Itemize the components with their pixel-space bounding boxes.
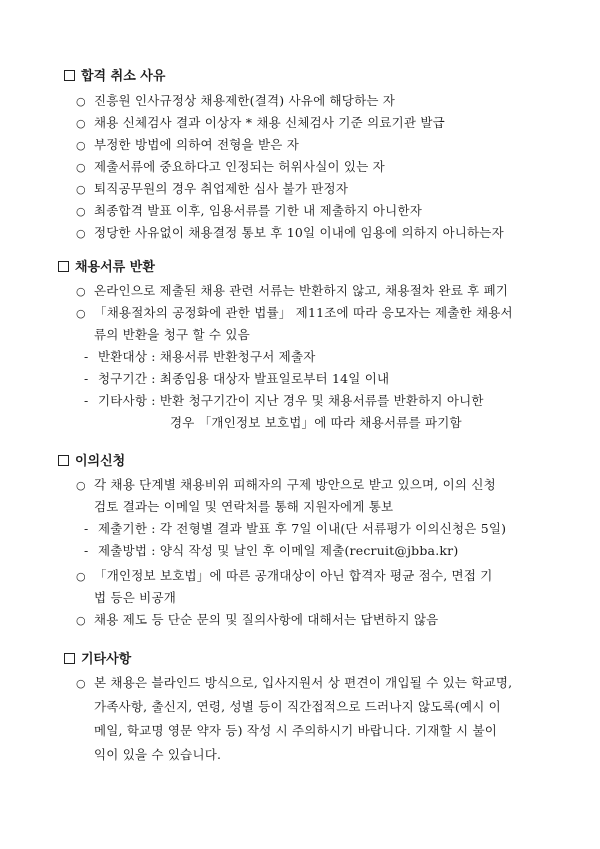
list-item: ○ 부정한 방법에 의하여 전형을 받은 자: [76, 135, 299, 155]
list-item: ○ 제출서류에 중요하다고 인정되는 허위사실이 있는 자: [76, 157, 385, 177]
list-item: ○ 「개인정보 보호법」에 따른 공개대상이 아닌 합격자 평균 점수, 면접 기: [76, 566, 493, 586]
sub-item-continuation: 경우 「개인정보 보호법」에 따라 채용서류를 파기함: [170, 415, 462, 430]
checkbox-square-icon: [64, 653, 75, 664]
list-item: ○ 각 채용 단계별 채용비위 피해자의 구제 방안으로 받고 있으며, 이의 신청: [76, 475, 496, 495]
list-item: ○ 진흥원 인사규정상 채용제한(결격) 사유에 해당하는 자: [76, 91, 395, 111]
list-item: ○ 본 채용은 블라인드 방식으로, 입사지원서 상 편견이 개입될 수 있는 학교명,: [76, 673, 512, 693]
sub-item: - 기타사항 : 반환 청구기간이 지난 경우 및 채용서류를 반환하지 아니한: [84, 391, 484, 411]
list-item: ○ 정당한 사유없이 채용결정 통보 후 10일 이내에 임용에 의하지 아니하는자: [76, 223, 504, 243]
list-item: ○ 채용 제도 등 단순 문의 및 질의사항에 대해서는 답변하지 않음: [76, 610, 438, 630]
bullet-icon: ○: [76, 677, 86, 690]
sub-item: - 제출기한 : 각 전형별 결과 발표 후 7일 이내(단 서류평가 이의신청은 5일): [84, 519, 506, 539]
list-item-continuation: 익이 있을 수 있습니다.: [94, 747, 222, 762]
list-item: ○ 최종합격 발표 이후, 임용서류를 기한 내 제출하지 아니한자: [76, 201, 422, 221]
bullet-icon: ○: [76, 139, 86, 152]
section-heading-objection: 이의신청: [58, 452, 125, 472]
list-item-continuation: 법 등은 비공개: [94, 590, 176, 605]
bullet-icon: ○: [76, 205, 86, 218]
list-item-continuation: 가족사항, 출신지, 연령, 성별 등이 직간접적으로 드러나지 않도록(예시 이: [94, 699, 501, 714]
dash-icon: -: [84, 521, 89, 536]
dash-icon: -: [84, 349, 89, 364]
dash-icon: -: [84, 543, 89, 558]
bullet-icon: ○: [76, 95, 86, 108]
bullet-icon: ○: [76, 117, 86, 130]
checkbox-square-icon: [64, 70, 75, 81]
bullet-icon: ○: [76, 307, 86, 320]
bullet-icon: ○: [76, 161, 86, 174]
bullet-icon: ○: [76, 183, 86, 196]
section-heading-document-return: 채용서류 반환: [58, 258, 155, 278]
section-heading-cancellation: 합격 취소 사유: [64, 67, 165, 87]
list-item: ○ 퇴직공무원의 경우 취업제한 심사 불가 판정자: [76, 179, 348, 199]
list-item-continuation: 검토 결과는 이메일 및 연락처를 통해 지원자에게 통보: [94, 499, 394, 514]
sub-item: - 청구기간 : 최종임용 대상자 발표일로부터 14일 이내: [84, 369, 389, 389]
checkbox-square-icon: [58, 261, 69, 272]
list-item: ○ 온라인으로 제출된 채용 관련 서류는 반환하지 않고, 채용절차 완료 후 폐기: [76, 281, 508, 301]
dash-icon: -: [84, 371, 89, 386]
list-item-continuation: 류의 반환을 청구 할 수 있음: [94, 327, 250, 342]
bullet-icon: ○: [76, 285, 86, 298]
sub-item: - 반환대상 : 채용서류 반환청구서 제출자: [84, 347, 316, 367]
sub-item: - 제출방법 : 양식 작성 및 날인 후 이메일 제출(recruit@jbba.kr): [84, 541, 458, 561]
list-item-continuation: 메일, 학교명 영문 약자 등) 작성 시 주의하시기 바랍니다. 기재할 시 불이: [94, 723, 498, 738]
checkbox-square-icon: [58, 455, 69, 466]
list-item: ○ 채용 신체검사 결과 이상자 * 채용 신체검사 기준 의료기관 발급: [76, 113, 445, 133]
dash-icon: -: [84, 393, 89, 408]
bullet-icon: ○: [76, 614, 86, 627]
bullet-icon: ○: [76, 479, 86, 492]
bullet-icon: ○: [76, 227, 86, 240]
section-heading-misc: 기타사항: [64, 650, 131, 670]
bullet-icon: ○: [76, 570, 86, 583]
list-item: ○ 「채용절차의 공정화에 관한 법률」 제11조에 따라 응모자는 제출한 채용서: [76, 303, 513, 323]
